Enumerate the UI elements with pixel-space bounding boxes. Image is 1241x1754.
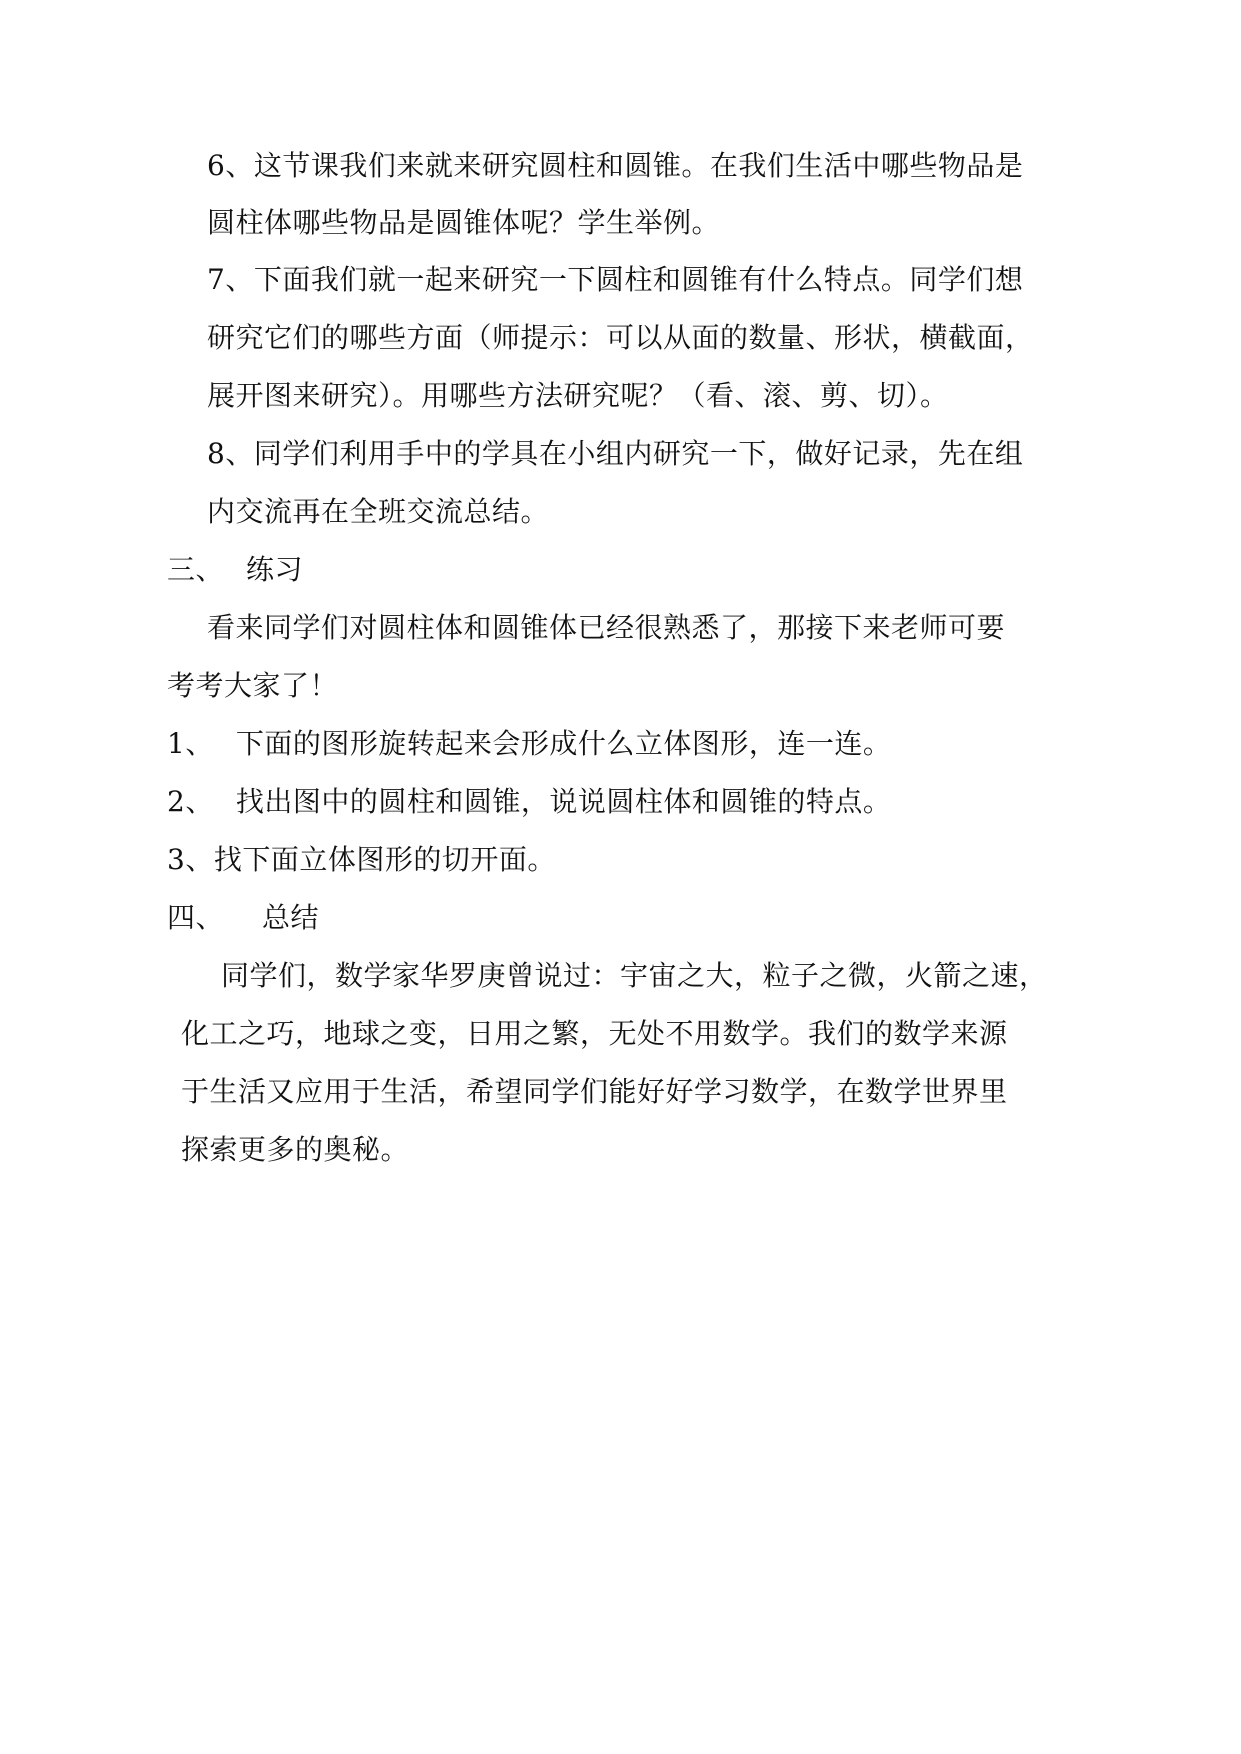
para8-line1: 8、同学们利用手中的学具在小组内研究一下，做好记录，先在组 xyxy=(207,437,1024,470)
para7-line2: 研究它们的哪些方面（师提示：可以从面的数量、形状，横截面， xyxy=(207,321,1034,354)
para7-line3: 展开图来研究）。用哪些方法研究呢？（看、滚、剪、切）。 xyxy=(207,379,949,412)
summary-line1: 同学们，数学家华罗庚曾说过：宇宙之大，粒子之微，火箭之速， xyxy=(221,959,1048,992)
section-heading-3 xyxy=(167,552,303,588)
intro-line2: 考考大家了！ xyxy=(167,669,339,702)
section-3-title: 练习 xyxy=(246,553,304,586)
section-4-number: 四、 xyxy=(167,901,225,934)
exercise-1 xyxy=(167,726,891,762)
summary-line2: 化工之巧，地球之变，日用之繁，无处不用数学。我们的数学来源 xyxy=(181,1017,1008,1050)
para7-line1: 7、下面我们就一起来研究一下圆柱和圆锥有什么特点。同学们想 xyxy=(207,263,1024,296)
para6-line2: 圆柱体哪些物品是圆锥体呢？学生举例。 xyxy=(207,206,721,239)
intro-line1: 看来同学们对圆柱体和圆锥体已经很熟悉了，那接下来老师可要 xyxy=(207,611,1006,644)
para6-line1: 6、这节课我们来就来研究圆柱和圆锥。在我们生活中哪些物品是 xyxy=(207,149,1024,182)
exercise-2 xyxy=(167,784,891,820)
section-4-title: 总结 xyxy=(262,901,320,934)
summary-line4: 探索更多的奥秘。 xyxy=(181,1133,410,1166)
exercise-1-number: 1、 xyxy=(167,727,214,760)
summary-line3: 于生活又应用于生活，希望同学们能好好学习数学，在数学世界里 xyxy=(181,1075,1008,1108)
exercise-1-text: 下面的图形旋转起来会形成什么立体图形，连一连。 xyxy=(235,727,892,760)
exercise-2-text: 找出图中的圆柱和圆锥，说说圆柱体和圆锥的特点。 xyxy=(235,785,892,818)
para8-line2: 内交流再在全班交流总结。 xyxy=(207,495,550,528)
exercise-2-number: 2、 xyxy=(167,785,214,818)
exercise-3: 3、找下面立体图形的切开面。 xyxy=(167,843,556,876)
section-3-number: 三、 xyxy=(167,553,225,586)
section-heading-4 xyxy=(167,900,319,936)
